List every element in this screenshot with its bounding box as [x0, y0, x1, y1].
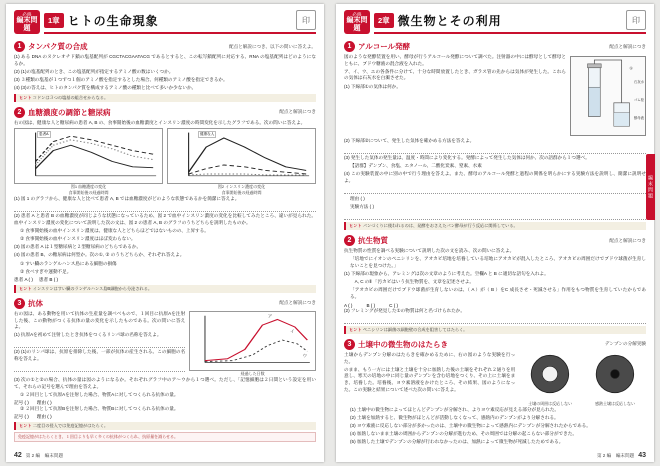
question-text: (2) 土壌を加熱すると、微生物がほとんどが活動しなくなって、感熱内のデンプンがより分解される。 [350, 415, 559, 420]
chart-caption: 図1 血糖濃度の変化 [70, 183, 107, 189]
question-text: (2) (1)の塩基配列のとき、この塩基配列が指定するアミノ酸の数はいくつか。 [14, 68, 174, 74]
chart-caption: 図2 インスリン濃度の変化 [217, 183, 266, 189]
question-number: 2 [14, 107, 25, 118]
answer-rule[interactable] [344, 146, 646, 154]
figure-label: 感熱土壌は反応しない [595, 400, 636, 406]
question-text: (1) 抗原Aを初めて注射したとき抗体をつくるリンパ球の名称を答えよ。 [14, 332, 162, 338]
question-text: (1) 土壌中の微生物によってほとんどデンプンが分解され、よりヨウ素反応が見える部分が見られた。 [350, 406, 560, 412]
question-text: のまま、もう一方には土壌と土壌を十分に加熱した後の土壌をそれぞれ２通りを用意し、寒天の培地の中に同じ量のデンプンを含む培地をつくり、その上に土壌をまき、培養した。培養後、ヨウ素溶液をかけたところ、その結果、図のようになった。この実験と結果について述べた次の問いに答えよ。 [344, 366, 516, 392]
hint-label: ヒント [349, 326, 362, 332]
question-text: (3) ３種類の塩基が１つずつ１個のアミノ酸を指定するとした場合、何種類のアミノ酸を指定できるか。 [14, 76, 228, 82]
question-2 [14, 107, 316, 293]
question-text: ア、イ、ウ、エの各条件に分けて、十分な時間放置したとき、ガラス管の先からは気体が発生した。これらの気体は石灰水を白濁させた。 [344, 68, 566, 81]
question-text: (1) ある DNA のヌクレオチド鎖の塩基配列が CGCTACGAATACG であるとすると、この転写鎖配列に対応する、RNA の塩基配列はどのようになるか。 [14, 54, 316, 66]
chart-3 [189, 311, 316, 371]
question-title: タンパク質の合成 [28, 42, 88, 51]
chart-xlabel: 食事開始後の経過時間 [68, 189, 109, 195]
apparatus-figure [570, 56, 646, 136]
figure-label: 石灰水 [633, 80, 644, 84]
answer-rule[interactable] [14, 204, 316, 212]
stamp-icon: 印 [296, 10, 316, 30]
chart-2 [167, 128, 316, 184]
question-meta: 配点と解説につき、以下の問いに答えよ。 [228, 43, 316, 49]
answer-field[interactable]: C ( ) [389, 302, 399, 308]
page-title: 微生物とその利用 [397, 13, 502, 28]
question-text: (1) 図 1 のグラフから、健康な人と比べて患者 A, B では血糖濃度がどのような状態であるかを簡潔に答えよ。 [14, 195, 240, 201]
charts-row [14, 128, 316, 196]
left-column [14, 41, 316, 447]
question-text: (5) 加熱した土壌でデンプンの分解が行われなかったのは、加熱によって微生物が死滅したためである。 [350, 439, 564, 445]
question-title: 抗生物質 [358, 236, 388, 246]
chart-legend-item: 健康な人 [200, 131, 215, 136]
hint-text: パンづくりに使われるのは、発酵をおさえたパン酵母が行う反応に関係している。 [362, 223, 518, 229]
question-text: (4) この実験装置の中に別の中で行う理由を答えよ。また、酵母のアルコール発酵と過程の関係を明らかにする実験方法を説明し、簡潔に説明せよ。 [344, 171, 646, 184]
footer-text: 第 2 編 編末問題 [596, 453, 635, 458]
question-text: (2) 下線部②について、発生した気体を確かめる方法を答えよ。 [344, 138, 475, 143]
answer-rule[interactable] [14, 364, 185, 372]
section-badge: 必修 編末問題 [14, 10, 40, 34]
hint-box [344, 326, 646, 334]
question-text: (3) ヨウ素液に反応しない部分が多かったのは、土壌中の微生物によって感熱内にデンプンが分解されたからである。 [350, 423, 591, 429]
question-title: アルコール発酵 [358, 42, 411, 51]
question-text: (1) 下線部①の気体は何か。 [344, 83, 401, 89]
chapter-tag: 2章 [374, 13, 394, 28]
hint-box [14, 285, 316, 293]
figure-label: 酵母液 [633, 116, 644, 120]
question-text: 右の図は、ある動物を用いて抗体の生産量を調べべもので、１回目に抗原Aを注射した後、この動物がつくる抗体の量の変化を示したものである。次の問いに答えよ。 [14, 310, 186, 330]
chart-xlabel: 食事開始後の経過時間 [221, 189, 262, 195]
answer-field[interactable]: 患者 B ( ) [38, 276, 59, 282]
question-text: A, C のⅡ 「汚カビはいう抗生物質を、文章を記述させよ。 [350, 279, 475, 285]
question-meta: 配点と解説につき [609, 237, 646, 243]
chart-legend-item: 患者A [39, 131, 49, 136]
answer-field[interactable]: B ( ) [366, 302, 376, 308]
question-text: (4) 加熱しないまま土壌の周囲からデンプンの分解が進むため、その周囲では分解の起こらない部分ができた。 [350, 431, 577, 437]
hint-label: ヒント [19, 94, 32, 100]
right-page [336, 4, 654, 462]
chart-1 [14, 128, 163, 184]
question-text: 右の図は、健康な人と糖尿病の患者 A, B の、食事開始後の血糖濃度とインスリン濃度の時間変化を示したグラフである。次の問いに答えよ。 [14, 119, 306, 125]
answer-rule[interactable] [14, 340, 185, 348]
left-footer [14, 452, 316, 459]
question-text: (1) 下線部の現象から、アレミングは次の文章のように考えた。空欄A と B に適切な語句を入れよ。 [344, 271, 549, 277]
figure-label: 土壌の周囲は反応しない [528, 400, 573, 406]
svg-text:ウ: ウ [302, 353, 308, 358]
answer-field[interactable]: 実験方法 ( ) [350, 203, 374, 209]
question-text: ① ２回目として抗原Aを注射した場合、物質Aに対してつくられる抗体の量。 [20, 391, 179, 397]
answer-rule[interactable] [344, 316, 646, 324]
question-number: 2 [344, 235, 355, 246]
hint-box [14, 422, 316, 430]
figure-label: ゴム栓 [633, 98, 644, 102]
question-text: (4) (3)の答えは、ヒトのタンパク質を構成するアミノ酸の種類と比べて多いか少ないか。 [14, 85, 197, 91]
question-number: 3 [344, 339, 355, 350]
question-text: 図のような発酵装置を用い、酵母が行うアルコール発酵について調べた。注射器の中には酵母として酵母とともに、ブドウ糖液の混合液を入れた。 [344, 54, 566, 66]
right-footer [344, 452, 646, 459]
question-2 [344, 235, 646, 334]
answer-field[interactable]: 理由 ( ) [36, 413, 52, 419]
page-number: 42 [14, 452, 22, 459]
bottom-note: 免疫記憶がはたらくとき、１回目よりも早く多くの抗体がつくられ、抗原量を減らせる。 [14, 432, 316, 442]
question-number: 3 [14, 298, 25, 309]
question-text: (2) フレミングが発見した①の物質は何と名づけられたか。 [344, 307, 465, 313]
hint-box [14, 94, 316, 102]
left-page-header [14, 10, 316, 36]
question-title: 抗体 [28, 298, 43, 308]
question-title: 土壌中の微生物のはたらき [358, 339, 448, 349]
page-number: 43 [638, 452, 646, 459]
question-text: ② 食べすぎや運動不足。 [20, 268, 72, 274]
question-text: ① すい臓のランゲルハンス島にある細胞の損傷 [20, 260, 117, 266]
question-meta: デンプンの分解実験 [604, 341, 646, 347]
answer-field[interactable]: 理由 ( ) [36, 399, 52, 405]
question-number: 1 [14, 41, 25, 52]
hint-text: コドンは３つの塩基の組合せからなる。 [32, 94, 109, 100]
footer-text: 第 2 編 編末問題 [25, 453, 64, 458]
question-text: ② ２回目として抗原Bを注射した場合、物質Bに対してつくられる抗体の量。 [20, 405, 179, 411]
hint-text: インスリンはすい臓のランゲルハンス島B細胞から分泌される。 [32, 285, 153, 291]
question-3 [344, 339, 646, 446]
hint-label: ヒント [19, 285, 32, 291]
question-text: 抗生物質の性質を調べる実験について説明した次の文を読み、次の問いに答えよ。 [344, 248, 515, 254]
question-title: 血糖濃度の調節と糖尿病 [28, 107, 111, 117]
question-text: ② 食事開始後の血中インスリン濃度はほぼ変わらない。 [20, 236, 136, 242]
question-3 [14, 298, 316, 442]
question-meta: 配点と解説につき [609, 43, 646, 49]
question-text: 土壌からデンプン分解のはたらきを確かめるために、右の図のような実験を行った。 [344, 351, 516, 364]
question-text: 「培地でにイオンのペニシリンを、アオカビ培地を培養している培地にアオカビが混入したところ、アオカビの周囲だけでブドウ球菌が生育しないことを見つけた。」 [350, 256, 646, 268]
hint-text: ペニシリンは細菌の細胞壁の合成を阻害してはたらく。 [362, 326, 468, 332]
question-meta: 配点と解説につき [279, 109, 316, 115]
chapter-tag: 1章 [44, 13, 64, 28]
answer-field[interactable]: A ( ) [344, 302, 353, 308]
side-tab: 編末問題 [646, 154, 655, 220]
svg-text:①: ① [629, 65, 633, 71]
page-title: ヒトの生命現象 [67, 13, 159, 28]
hint-label: ヒント [19, 422, 32, 428]
question-1 [14, 41, 316, 102]
question-text: (2) (1)のリンパ球は、抗原を排除した後、一部が抗体の産生される。この細胞の名称を答えよ。 [14, 349, 186, 362]
question-text: 「アオカビの周囲だけでブドウ球菌が生育しないのは、（ A ）が（ B ）をC 成長させ・死滅させる」作用をもつ物質を生育していたからである。 [350, 287, 646, 300]
question-number: 1 [344, 41, 355, 52]
question-text: (3) 次の①と②の場合、抗体の量は図のようになるか。それぞれグラフ中のア〜ウから１つ選べ。ただし、「記憶細胞は２日間という設定を用いて、それらの記号を選んで理由を答えよ。 [14, 376, 316, 389]
question-text: (4) 図の患者 B、の糖尿病は何型か。次の①, ② のうちどちらか、それぞれ答えよ。 [14, 252, 185, 258]
section-badge: 必修 編末問題 [344, 10, 370, 34]
hint-text: 二度目の侵入では免疫記憶がはたらく。 [32, 422, 109, 428]
question-text: (2) 患者 A と患者 B の血糖濃度が同じような状態になっているため、図 2 で血中インスリン濃度の変化を比較してみたところ、違いが見られた。血中インスリン濃度の変化について説明した次の文は、図 2 の患者 A, B のグラフのうちどちらを説明したものか。 [14, 213, 316, 225]
hint-box [344, 222, 646, 230]
answer-field[interactable]: 患者 A ( ) [14, 276, 33, 282]
question-text: ① 食事開始後の血中インスリン濃度は、健康な人とどちらほどではないものの、上昇する。 [20, 227, 209, 233]
svg-text:イ: イ [290, 329, 296, 334]
answer-field[interactable]: 記号 ( ) [14, 399, 29, 405]
answer-field[interactable]: 理由 ( ) [350, 195, 365, 201]
svg-text:ア: ア [267, 314, 273, 319]
right-page-header [344, 10, 646, 36]
question-text: 【語群】デンプン、食塩、エタノール、二酸化炭素、窒素、水素 [350, 163, 482, 169]
question-text: (3) 図の患者 A は１型糖尿病と２型糖尿病のどちらであるか。 [14, 244, 142, 250]
answer-rule[interactable] [344, 212, 646, 220]
chart-xlabel: 経過した日数 [240, 370, 265, 376]
left-page [6, 4, 324, 462]
right-column [344, 41, 646, 451]
question-meta: 配点と解説につき [279, 300, 316, 306]
hint-label: ヒント [349, 223, 362, 229]
question-text: (3) 発生した気体の発生量は、温度・時間により変化する。発酵によって発生した気体は何か、次の語群から１つ選べ。 [344, 155, 590, 161]
answer-field[interactable]: 記号 ( ) [14, 413, 29, 419]
question-1 [344, 41, 646, 230]
stamp-icon: 印 [626, 10, 646, 30]
answer-rule[interactable] [344, 186, 646, 194]
